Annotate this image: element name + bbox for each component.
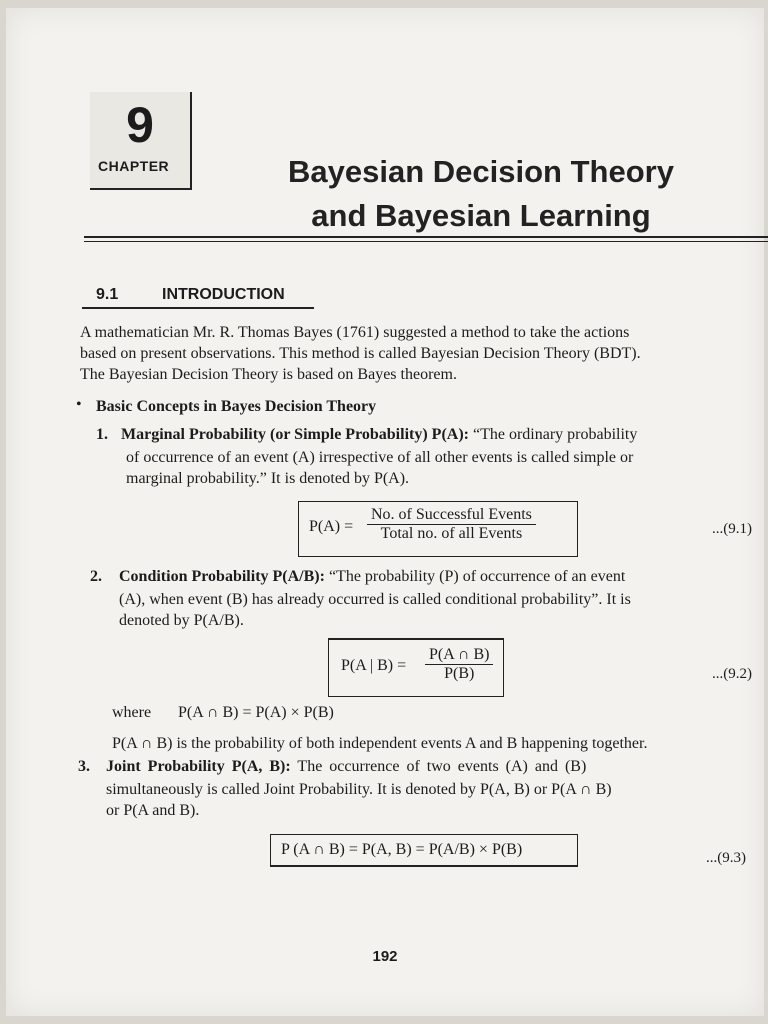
item2-line3: denoted by P(A/B). bbox=[119, 612, 244, 629]
section-number: 9.1 bbox=[96, 286, 119, 303]
item3-text1: The occurrence of two events (A) and (B) bbox=[297, 758, 587, 775]
bullet-heading: Basic Concepts in Bayes Decision Theory bbox=[96, 398, 377, 415]
eq2-denominator: P(B) bbox=[444, 665, 475, 682]
chapter-number: 9 bbox=[126, 97, 154, 153]
item2-line1 bbox=[119, 568, 768, 586]
section-heading: INTRODUCTION bbox=[162, 286, 285, 303]
intro-line2: based on present observations. This method is called Bayesian Decision Theory (BDT). bbox=[80, 345, 641, 362]
chapter-label: CHAPTER bbox=[98, 158, 170, 174]
where-label: where bbox=[112, 704, 152, 721]
bullet-dot: • bbox=[76, 396, 82, 413]
item2-number: 2. bbox=[90, 568, 102, 585]
eq2-fraction bbox=[425, 646, 493, 683]
eq1-denominator: Total no. of all Events bbox=[380, 525, 523, 542]
item3-line1 bbox=[106, 758, 766, 776]
page-number: 192 bbox=[372, 948, 398, 965]
chapter-box bbox=[90, 92, 192, 190]
where-expression: P(A ∩ B) = P(A) × P(B) bbox=[178, 704, 334, 721]
item1-line2: of occurrence of an event (A) irrespective of all other events is called simple or bbox=[126, 449, 634, 466]
eq1-numerator: No. of Successful Events bbox=[367, 506, 536, 525]
item1-term: Marginal Probability (or Simple Probability) P(A): bbox=[121, 426, 469, 443]
intro-line3: The Bayesian Decision Theory is based on Bayes theorem. bbox=[80, 366, 457, 383]
item3-number: 3. bbox=[78, 758, 90, 775]
chapter-title-line1: Bayesian Decision Theory bbox=[288, 154, 674, 189]
item3-line2: simultaneously is called Joint Probability. It is denoted by P(A, B) or P(A ∩ B) bbox=[106, 781, 612, 798]
equation-9-1-box bbox=[298, 501, 578, 557]
title-rule bbox=[84, 236, 768, 238]
item1-line3: marginal probability.” It is denoted by P(A). bbox=[126, 470, 410, 487]
equation-9-1-number: ...(9.1) bbox=[712, 521, 752, 537]
eq1-fraction bbox=[367, 506, 536, 543]
eq1-lhs: P(A) = bbox=[309, 518, 354, 535]
item1-number: 1. bbox=[96, 426, 108, 443]
document-page bbox=[6, 8, 764, 1016]
equation-9-2-number: ...(9.2) bbox=[712, 666, 752, 682]
item3-term: Joint Probability P(A, B): bbox=[106, 758, 291, 775]
item2-text1: “The probability (P) of occurrence of an event bbox=[328, 568, 626, 585]
item1-text1: “The ordinary probability bbox=[472, 426, 638, 443]
item2-term: Condition Probability P(A/B): bbox=[119, 568, 325, 585]
eq2-numerator: P(A ∩ B) bbox=[425, 646, 493, 665]
where-description: P(A ∩ B) is the probability of both independent events A and B happening together. bbox=[112, 735, 648, 752]
equation-9-2-box bbox=[328, 638, 504, 697]
equation-9-3-box bbox=[270, 834, 578, 867]
equation-9-3-number: ...(9.3) bbox=[706, 850, 746, 866]
item2-line2: (A), when event (B) has already occurred is called conditional probability”. It is bbox=[119, 591, 631, 608]
title-rule-thin bbox=[84, 241, 768, 242]
chapter-title-line2: and Bayesian Learning bbox=[311, 198, 651, 233]
section-underline bbox=[82, 307, 314, 309]
item1-line1 bbox=[121, 426, 768, 444]
item3-line3: or P(A and B). bbox=[106, 802, 200, 819]
intro-line1: A mathematician Mr. R. Thomas Bayes (1761) suggested a method to take the actions bbox=[80, 324, 630, 341]
eq2-lhs: P(A | B) = bbox=[341, 657, 407, 674]
eq3-expression: P (A ∩ B) = P(A, B) = P(A/B) × P(B) bbox=[281, 841, 523, 858]
